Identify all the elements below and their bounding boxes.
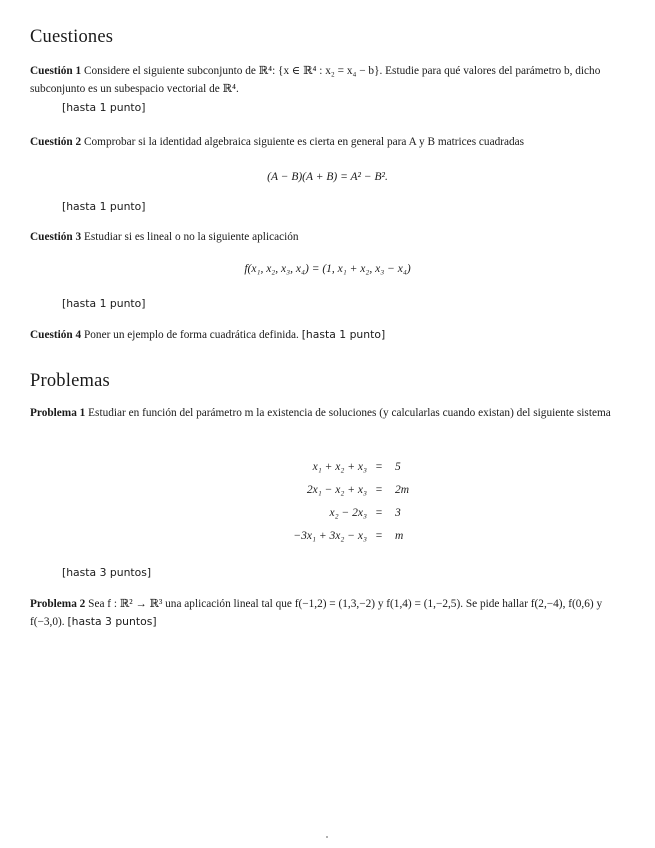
page-footer-mark [326, 836, 328, 838]
equation-rhs: m [395, 530, 404, 542]
question-4-points: [hasta 1 punto] [301, 328, 386, 341]
section-title-problemas: Problemas [30, 371, 110, 391]
section-title-cuestiones: Cuestiones [30, 27, 114, 47]
equation-row [0, 461, 655, 481]
question-4-label: Cuestión 4 [30, 329, 82, 341]
problem-1-points: [hasta 3 puntos] [62, 566, 152, 579]
problem-1 [30, 404, 626, 422]
equation-lhs: x₁ + x₂ + x₃ [312, 461, 367, 473]
equation-equals: = [375, 461, 383, 473]
equation-row [0, 484, 655, 504]
problem-1-label: Problema 1 [30, 407, 86, 419]
problem-1-text: Estudiar en función del parámetro m la existencia de soluciones (y calcularlas cuando existan) del siguiente sistema [88, 407, 611, 419]
problem-2-text: Sea f : ℝ² → ℝ³ una aplicación lineal tal que f(−1,2) = (1,3,−2) y f(1,4) = (1,−2,5). Se pide hallar f(2,−4), f(0,6) y f(−3,0). [30, 598, 603, 628]
problem-2-label: Problema 2 [30, 598, 86, 610]
question-4-text: Poner un ejemplo de forma cuadrática definida. [83, 329, 299, 341]
question-2-label: Cuestión 2 [30, 136, 82, 148]
question-3-formula: f(x₁, x₂, x₃, x₄) = (1, x₁ + x₂, x₃ − x₄) [244, 263, 411, 275]
equation-rhs: 2m [395, 484, 410, 496]
equation-equals: = [375, 484, 383, 496]
equation-lhs: 2x₁ − x₂ + x₃ [306, 484, 367, 496]
question-4 [30, 326, 626, 344]
question-1-text: Considere el siguiente subconjunto de ℝ⁴: {x ∈ ℝ⁴ : x₂ = x₄ − b}. Estudie para qué valores del parámetro b, dicho subconjunto es un subespacio vectorial de ℝ⁴. [30, 65, 601, 95]
question-3 [30, 228, 626, 246]
question-3-text: Estudiar si es lineal o no la siguiente aplicación [83, 231, 299, 243]
equation-row [0, 507, 655, 527]
question-2-formula: (A − B)(A + B) = A² − B². [267, 171, 388, 183]
question-2-points: [hasta 1 punto] [62, 200, 146, 213]
equation-lhs: −3x₁ + 3x₂ − x₃ [293, 530, 367, 542]
problem-2 [30, 595, 626, 631]
equation-lhs: x₂ − 2x₃ [329, 507, 367, 519]
question-3-label: Cuestión 3 [30, 231, 82, 243]
question-1-points: [hasta 1 punto] [62, 101, 146, 114]
question-1-label: Cuestión 1 [30, 65, 82, 77]
equation-rhs: 5 [395, 461, 401, 473]
problem-2-points: [hasta 3 puntos] [67, 615, 157, 628]
equation-rhs: 3 [395, 507, 401, 519]
question-1 [30, 62, 626, 98]
question-2 [30, 133, 626, 151]
equation-row [0, 530, 655, 550]
equation-equals: = [375, 530, 383, 542]
question-2-text: Comprobar si la identidad algebraica siguiente es cierta en general para A y B matrices cuadradas [83, 136, 525, 148]
equation-equals: = [375, 507, 383, 519]
question-3-points: [hasta 1 punto] [62, 297, 146, 310]
